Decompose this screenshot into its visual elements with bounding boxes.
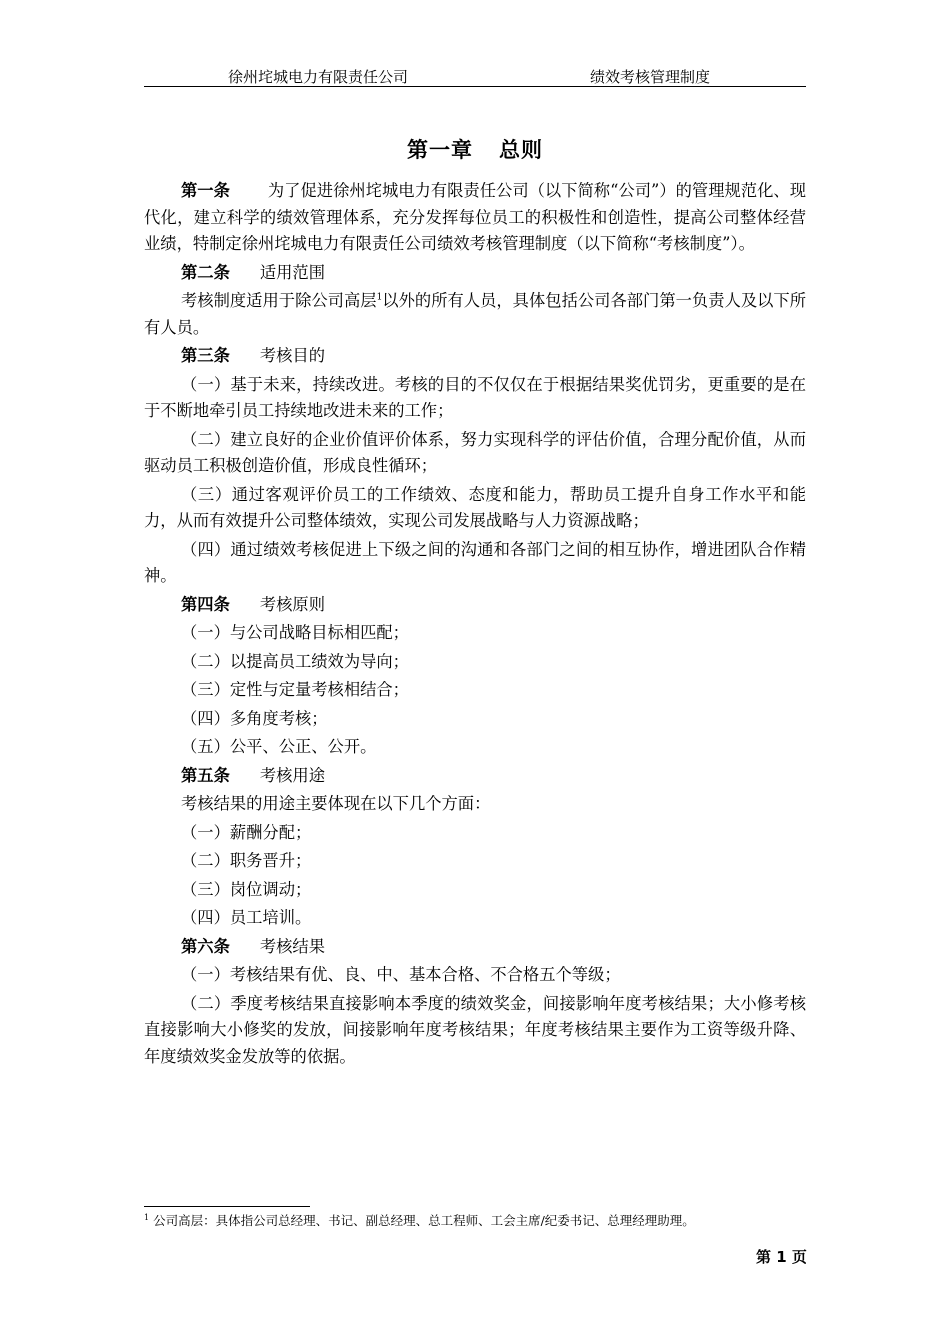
- article-5-item: （二）职务晋升；: [181, 851, 312, 870]
- article-5-title: 考核用途: [259, 765, 325, 785]
- article-6-item: （一）考核结果有优、良、中、基本合格、不合格五个等级；: [181, 965, 621, 984]
- article-5-intro: 考核结果的用途主要体现在以下几个方面：: [181, 794, 491, 813]
- footnote-separator: [144, 1206, 310, 1207]
- page-header: [144, 64, 806, 87]
- article-3-title: 考核目的: [259, 346, 325, 365]
- article-5-item: （一）薪酬分配；: [181, 822, 312, 842]
- article-3-item: （四）通过绩效考核促进上下级之间的沟通和各部门之间的相互协作，增进团队合作精神。: [144, 539, 806, 585]
- article-6-label: 第六条: [181, 936, 230, 956]
- article-5-heading: [144, 763, 806, 790]
- article-2-text-after: 以外的所有人员，具体包括公司各部门第一负责人及以下所有人员。: [144, 291, 806, 337]
- chapter-heading: [0, 134, 950, 164]
- article-1-label: 第一条: [181, 181, 230, 200]
- article-6-item: （二）季度考核结果直接影响本季度的绩效奖金，间接影响年度考核结果；大小修考核直接影响大小修奖的发放，间接影响年度考核结果；年度考核结果主要作为工资等级升降、年度绩效奖金发放等的依据。: [144, 993, 806, 1066]
- article-4-item: （一）与公司战略目标相匹配；: [181, 623, 409, 642]
- article-3-item: （一）基于未来，持续改进。考核的目的不仅仅在于根据结果奖优罚劣，更重要的是在于不断地牵引员工持续地改进未来的工作；: [144, 374, 806, 420]
- chapter-number: 第一章: [407, 138, 473, 162]
- article-2-label: 第二条: [181, 262, 230, 282]
- article-2-heading: [144, 260, 806, 287]
- article-3-heading: [144, 343, 806, 370]
- article-5-item: （三）岗位调动；: [181, 879, 312, 899]
- article-6-heading: [144, 934, 806, 961]
- footnote-ref[interactable]: 1: [376, 292, 383, 303]
- chapter-title: 总则: [499, 138, 543, 162]
- article-4-item: （五）公平、公正、公开。: [181, 737, 377, 756]
- article-2-title: 适用范围: [259, 262, 325, 282]
- article-2-text: [144, 288, 806, 341]
- article-1-text: 为了促进徐州垞城电力有限责任公司（以下简称“公司”）的管理规范化、现代化，建立科学的绩效管理体系，充分发挥每位员工的积极性和创造性，提高公司整体经营业绩，特制定徐州垞城电力有限责任公司绩效考核管理制度（以下简称“考核制度”）。: [144, 181, 806, 253]
- article-6-title: 考核结果: [259, 936, 325, 956]
- header-company: 徐州垞城电力有限责任公司: [228, 68, 409, 86]
- article-5-item: （四）员工培训。: [181, 908, 312, 927]
- article-4-heading: [144, 592, 806, 619]
- article-4-title: 考核原则: [259, 594, 325, 614]
- article-3-item: （三）通过客观评价员工的工作绩效、态度和能力，帮助员工提升自身工作水平和能力，从而有效提升公司整体绩效，实现公司发展战略与人力资源战略；: [144, 484, 806, 530]
- article-3-label: 第三条: [181, 346, 230, 365]
- article-4-label: 第四条: [181, 594, 230, 614]
- footnote-text: 公司高层：具体指公司总经理、书记、副总经理、总工程师、工会主席/纪委书记、总理经理助理。: [153, 1213, 695, 1228]
- footnote: [144, 1213, 844, 1229]
- footnote-number: 1: [144, 1212, 150, 1222]
- article-2-text-before: 考核制度适用于除公司高层: [181, 291, 377, 310]
- document-body: [144, 178, 806, 1072]
- article-4-item: （二）以提高员工绩效为导向；: [181, 651, 409, 671]
- article-3-item: （二）建立良好的企业价值评价体系，努力实现科学的评估价值，合理分配价值，从而驱动员工积极创造价值，形成良性循环；: [144, 429, 806, 475]
- page-number: 第 1 页: [756, 1248, 807, 1266]
- article-5-label: 第五条: [181, 765, 230, 785]
- header-doc-title: 绩效考核管理制度: [590, 68, 711, 86]
- article-4-item: （三）定性与定量考核相结合；: [181, 680, 409, 699]
- article-4-item: （四）多角度考核；: [181, 708, 328, 728]
- article-1: [144, 178, 806, 258]
